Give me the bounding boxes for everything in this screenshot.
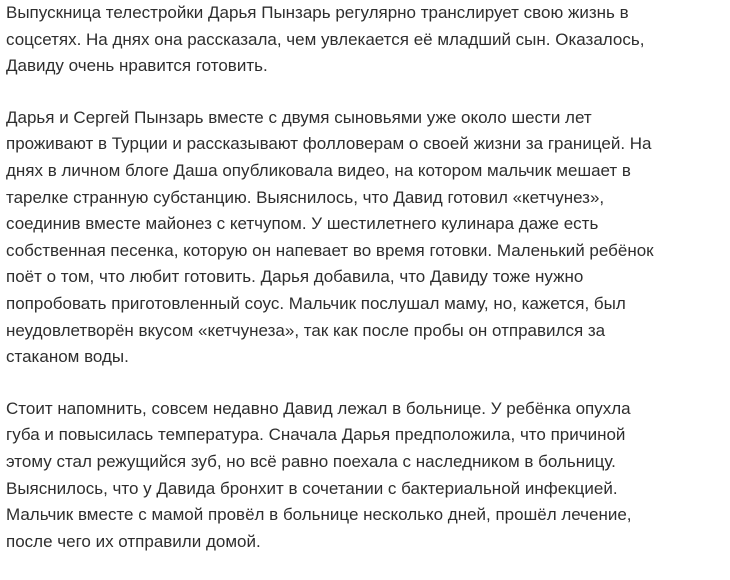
text-line: соединив вместе майонез с кетчупом. У шестилетнего кулинара даже есть [6,214,599,234]
text-line: после чего их отправили домой. [6,531,261,551]
text-line: Дарья и Сергей Пынзарь вместе с двумя сыновьями уже около шести лет [6,107,592,127]
paragraph-1 [6,0,728,80]
text-line: проживают в Турции и рассказывают фолловерам о своей жизни за границей. На [6,134,652,154]
text-line: Давиду очень нравится готовить. [6,56,268,76]
text-line: попробовать приготовленный соус. Мальчик послушал маму, но, кажется, был [6,293,626,313]
text-line: Выяснилось, что у Давида бронхит в сочетании с бактериальной инфекцией. [6,478,618,498]
text-line: днях в личном блоге Даша опубликовала видео, на котором мальчик мешает в [6,160,631,180]
text-line: губа и повысилась температура. Сначала Дарья предположила, что причиной [6,425,626,445]
text-line: стаканом воды. [6,347,129,367]
text-line: тарелке странную субстанцию. Выяснилось, что Давид готовил «кетчунез», [6,187,605,207]
paragraph-2 [6,105,728,371]
text-line: соцсетях. На днях она рассказала, чем увлекается её младший сын. Оказалось, [6,29,645,49]
article-body [6,0,728,580]
paragraph-3 [6,396,728,556]
text-line: Выпускница телестройки Дарья Пынзарь регулярно транслирует свою жизнь в [6,3,629,22]
text-line: неудовлетворён вкусом «кетчунеза», так как после пробы он отправился за [6,320,606,340]
text-line: Мальчик вместе с мамой провёл в больнице несколько дней, прошёл лечение, [6,505,632,525]
text-line: Стоит напомнить, совсем недавно Давид лежал в больнице. У ребёнка опухла [6,398,631,418]
text-line: поёт о том, что любит готовить. Дарья добавила, что Давиду тоже нужно [6,267,584,287]
text-line: этому стал режущийся зуб, но всё равно поехала с наследником в больницу. [6,451,616,471]
text-line: собственная песенка, которую он напевает во время готовки. Маленький ребёнок [6,240,654,260]
